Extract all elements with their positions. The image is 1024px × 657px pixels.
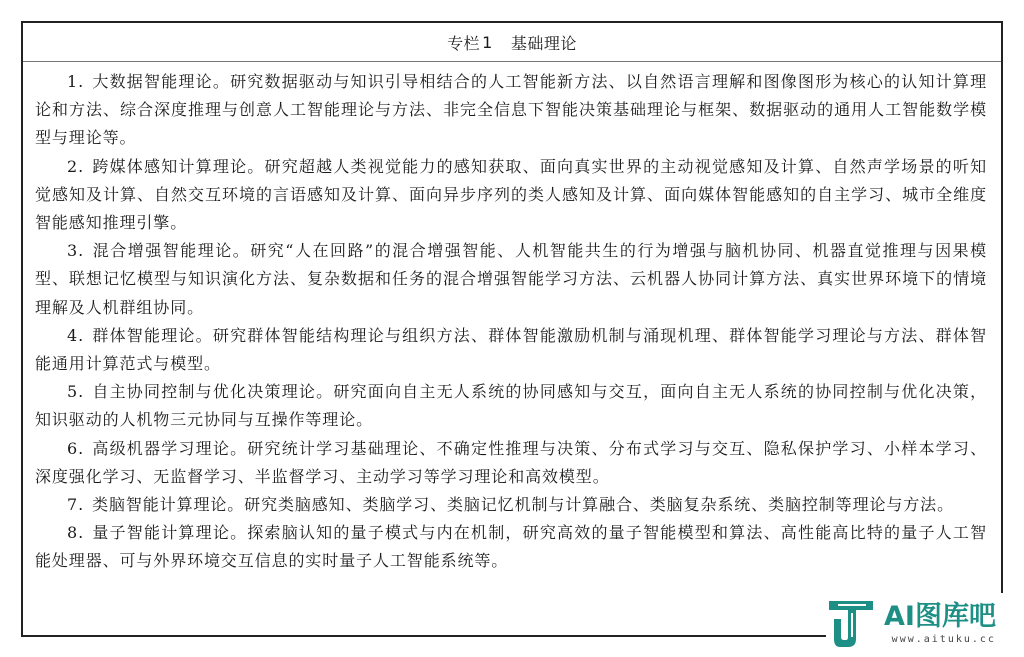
- list-item: [35, 519, 987, 575]
- item-index: 8.: [67, 523, 85, 543]
- item-index: 2.: [67, 156, 85, 176]
- watermark-title: AI图库吧: [884, 600, 996, 632]
- aituku-logo-icon: [826, 595, 876, 651]
- list-item: [35, 237, 987, 322]
- box-header: [23, 23, 1001, 62]
- item-text: 大数据智能理论。研究数据驱动与知识引导相结合的人工智能新方法、以自然语言理解和图像图形为核心的认知计算理论和方法、综合深度推理与创意人工智能理论与方法、非完全信息下智能决策基础理论与框架、数据驱动的通用人工智能数学模型与理论等。: [35, 72, 987, 148]
- item-index: 4.: [67, 325, 85, 345]
- item-index: 6.: [67, 438, 85, 458]
- list-item: [35, 378, 987, 434]
- watermark-url: www.aituku.cc: [891, 633, 996, 645]
- item-text: 群体智能理论。研究群体智能结构理论与组织方法、群体智能激励机制与涌现机理、群体智能学习理论与方法、群体智能通用计算范式与模型。: [35, 325, 987, 374]
- list-item: [35, 68, 987, 153]
- box-header-title: 基础理论: [510, 33, 577, 53]
- item-index: 3.: [67, 241, 85, 261]
- list-item: [35, 491, 987, 519]
- list-item: [35, 322, 987, 378]
- item-index: 7.: [67, 495, 85, 515]
- box-header-number: 1: [482, 32, 493, 52]
- list-item: [35, 435, 987, 491]
- list-item: [35, 153, 987, 238]
- item-text: 量子智能计算理论。探索脑认知的量子模式与内在机制，研究高效的量子智能模型和算法、高性能高比特的量子人工智能处理器、可与外界环境交互信息的实时量子人工智能系统等。: [35, 523, 987, 571]
- watermark: [826, 593, 1022, 653]
- item-text: 跨媒体感知计算理论。研究超越人类视觉能力的感知获取、面向真实世界的主动视觉感知及计算、自然声学场景的听知觉感知及计算、自然交互环境的言语感知及计算、面向异步序列的类人感知及计算、面向媒体智能感知的自主学习、城市全维度智能感知推理引擎。: [35, 156, 987, 233]
- box-body: [23, 62, 1001, 576]
- item-text: 混合增强智能理论。研究“人在回路”的混合增强智能、人机智能共生的行为增强与脑机协同、机器直觉推理与因果模型、联想记忆模型与知识演化方法、复杂数据和任务的混合增强智能学习方法、云机器人协同计算方法、真实世界环境下的情境理解及人机群组协同。: [35, 241, 987, 317]
- item-index: 1.: [67, 72, 85, 91]
- item-text: 自主协同控制与优化决策理论。研究面向自主无人系统的协同感知与交互，面向自主无人系统的协同控制与优化决策，知识驱动的人机物三元协同与互操作等理论。: [35, 382, 987, 430]
- item-index: 5.: [67, 382, 85, 402]
- feature-box: [21, 21, 1003, 637]
- item-text: 高级机器学习理论。研究统计学习基础理论、不确定性推理与决策、分布式学习与交互、隐私保护学习、小样本学习、深度强化学习、无监督学习、半监督学习、主动学习等学习理论和高效模型。: [35, 438, 987, 486]
- item-text: 类脑智能计算理论。研究类脑感知、类脑学习、类脑记忆机制与计算融合、类脑复杂系统、类脑控制等理论与方法。: [92, 495, 954, 515]
- box-header-prefix: 专栏: [447, 33, 481, 53]
